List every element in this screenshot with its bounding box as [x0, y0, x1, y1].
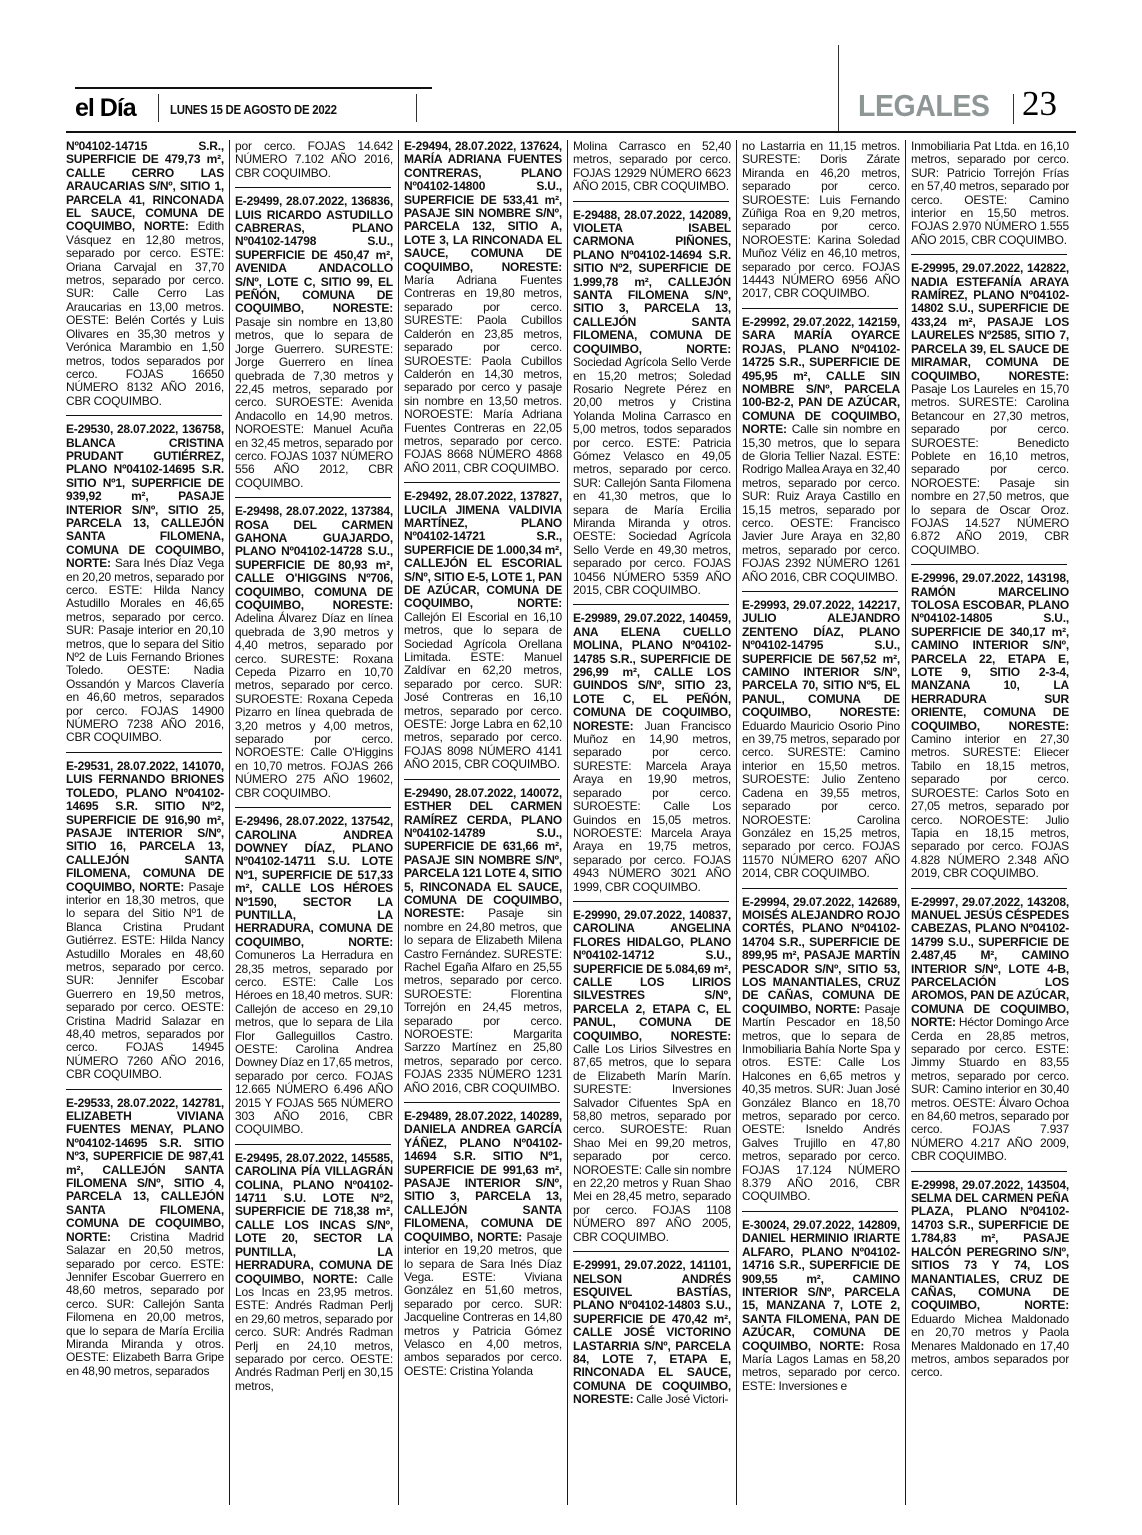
legal-notice	[573, 909, 731, 1244]
notice-divider	[404, 1102, 560, 1103]
notice-body: Molina Carrasco en 52,40 metros, separado por cerco. FOJAS 12929 NÚMERO 6623 AÑO 2015, CBR COQUIMBO.	[573, 140, 731, 194]
notice-divider	[235, 497, 391, 498]
notice-body: Inmobiliaria Pat Ltda. en 16,10 metros, separado por cerco. SUR: Patricio Torrejón Frías en 57,40 metros, separado por cerco. OESTE: Camino interior en 15,50 metros. FOJAS 2.970 NÚMERO 1.555 AÑO 2015, CBR COQUIMBO.	[911, 140, 1069, 247]
legal-notice	[66, 140, 224, 408]
header-divider-bar	[158, 94, 159, 122]
newspaper-column	[742, 140, 900, 1505]
edition-date: LUNES 15 DE AGOSTO DE 2022	[170, 102, 337, 117]
notice-divider	[66, 1089, 222, 1090]
columns	[66, 140, 1078, 1505]
notice-divider	[911, 888, 1067, 889]
notice-body: no Lastarria en 11,15 metros. SURESTE: Doris Zárate Miranda en 46,20 metros, separado por cerco. SUROESTE: Luis Fernando Zúñiga Roa en 9,20 metros, separado por cerco. NOROESTE: Karina Soledad Muñoz Véliz en 46,10 metros, separado por cerco. FOJAS 14443 NÚMERO 6956 AÑO 2017, CBR COQUIMBO.	[742, 140, 900, 301]
notice-heading: E-29489, 28.07.2022, 140289, DANIELA ANDREA GARCÍA YÁÑEZ, PLANO Nº04102-14694 S.R. SITIO Nº1, SUPERFICIE DE 991,63 m², PASAJE INTERIOR S/Nº, SITIO 3, PARCELA 13, CALLEJÓN SANTA FILOMENA, COMUNA DE COQUIMBO, NORTE:	[404, 1109, 562, 1244]
legal-notice	[404, 140, 562, 475]
notice-heading: E-29990, 29.07.2022, 140837, CAROLINA ANGELINA FLORES HIDALGO, PLANO Nº04102-14712 S.U., SUPERFICIE DE 5.084,69 m², CALLE LOS LIRIOS SILVESTRES S/Nº, PARCELA 2, ETAPA C, EL PANUL, COMUNA DE COQUIMBO, NORESTE:	[573, 907, 731, 1043]
legal-notice	[66, 423, 224, 745]
legal-notice	[66, 760, 224, 1082]
notice-body: Eduardo Michea Maldonado en 20,70 metros y Paola Menares Maldonado en 17,40 metros, ambos separados por cerco.	[911, 1311, 1069, 1380]
legal-notice	[573, 612, 731, 894]
notice-heading: E-29533, 28.07.2022, 142781, ELIZABETH VIVIANA FUENTES MENAY, PLANO Nº04102-14695 S.R. SITIO Nº3, SUPERFICIE DE 987,41 m², CALLEJÓN SANTA FILOMENA S/Nº, SITIO 4, PARCELA 13, CALLEJÓN SANTA FILOMENA, COMUNA DE COQUIMBO, NORTE:	[66, 1095, 224, 1244]
notice-heading: E-29995, 29.07.2022, 142822, NADIA ESTEFANÍA ARAYA RAMÍREZ, PLANO Nº04102-14802 S.U., SUPERFICIE DE 433,24 m², PASAJE LOS LAURELES Nº2585, SITIO 7, PARCELA 39, EL SAUCE DE MIRAMAR, COMUNA DE COQUIMBO, NORESTE:	[911, 261, 1069, 383]
notice-body: Camino interior en 27,30 metros. SURESTE: Eliecer Tabilo en 18,15 metros, separado por cerco. SUROESTE: Carlos Soto en 27,05 metros, separado por cerco. NOROESTE: Julio Tapia en 18,15 metros, separado por cerco. FOJAS 4.828 NÚMERO 2.348 AÑO 2019, CBR COQUIMBO.	[911, 732, 1069, 881]
legal-notice	[573, 209, 731, 598]
notice-body: Calle Los Lirios Silvestres en 87,65 metros, que lo separa de Elizabeth Marín Marín. SURESTE: Inversiones Salvador Cifuentes SpA en 58,80 metros, separado por cerco. SUROESTE: Ruan Shao Mei en 99,20 metros, separado por cerco. NOROESTE: Calle sin nombre en 22,20 metros y Ruan Shao Mei en 28,45 metro, separado por cerco. FOJAS 1108 NÚMERO 897 AÑO 2005, CBR COQUIMBO.	[573, 1042, 731, 1244]
notice-divider	[742, 888, 898, 889]
notice-body: Pasaje Martín Pescador en 18,50 metros, que lo separa de Inmobiliaria Bahía Norte Spa y otros. ESTE: Calle Los Halcones en 6,65 metros y 40,35 metros. SUR: Juan José González Blanco en 18,70 metros, separado por cerco. OESTE: Isneldo Andrés Galves Trujillo en 47,80 metros, separado por cerco. FOJAS 17.124 NÚMERO 8.379 AÑO 2016, CBR COQUIMBO.	[742, 1001, 900, 1204]
column-rule	[567, 140, 568, 1505]
legal-notice	[573, 140, 731, 194]
section-title: LEGALES	[858, 88, 990, 123]
notice-body: Sociedad Agrícola Sello Verde en 15,20 metros; Soledad Rosario Negrete Pérez en 20,00 metros y Cristina Yolanda Molina Carrasco en 5,00 metros, todos separados por cerco. ESTE: Patricia Gómez Velasco en 49,05 metros, separado por cerco. SUR: Callejón Santa Filomena en 41,30 metros, que lo separa de María Ercilia Miranda Miranda y otros. OESTE: Sociedad Agrícola Sello Verde en 49,30 metros, separado por cerco. FOJAS 10456 NÚMERO 5359 AÑO 2015, CBR COQUIMBO.	[573, 355, 731, 597]
legal-notice	[742, 1219, 900, 1393]
notice-divider	[911, 564, 1067, 565]
notice-body: Pasaje sin nombre en 13,80 metros, que lo separa de Jorge Guerrero. SURESTE: Jorge Guerrero en línea quebrada de 7,30 metros y 22,45 metros, separado por cerco. SUROESTE: Avenida Andacollo en 14,90 metros. NOROESTE: Manuel Acuña en 32,45 metros, separado por cerco. FOJAS 1037 NÚMERO 556 AÑO 2012, CBR COQUIMBO.	[235, 314, 393, 490]
notice-heading: E-29993, 29.07.2022, 142217, JULIO ALEJANDRO ZENTENO DÍAZ, PLANO Nº04102-14795 S.U., SUPERFICIE DE 567,52 m², CAMINO INTERIOR S/Nº, PARCELA 70, SITIO Nº5, EL PANUL, COMUNA DE COQUIMBO, NORESTE:	[742, 598, 900, 720]
notice-body: Edith Vásquez en 12,80 metros, separado por cerco. ESTE: Oriana Carvajal en 37,70 metros, separado por cerco. SUR: Calle Cerro Las Araucarias en 13,00 metros. OESTE: Belén Cortés y Luis Olivares en 35,30 metros y Verónica Marambio en 1,50 metros, todos separados por cerco. FOJAS 16650 NÚMERO 8132 AÑO 2016, CBR COQUIMBO.	[66, 219, 224, 408]
legal-notice	[404, 490, 562, 772]
notice-heading: E-29998, 29.07.2022, 143504, SELMA DEL CARMEN PEÑA PLAZA, PLANO Nº04102-14703 S.R., SUPERFICIE DE 1.784,83 m², PASAJE HALCÓN PEREGRINO S/Nº, SITIOS 73 Y 74, LOS MANANTIALES, CRUZ DE CAÑAS, COMUNA DE COQUIMBO, NORTE:	[911, 1177, 1069, 1313]
notice-body: Juan Francisco Muñoz en 14,90 metros, separado por cerco. SURESTE: Marcela Araya Araya en 19,90 metros, separado por cerco. SUROESTE: Calle Los Guindos en 15,05 metros. NOROESTE: Marcela Araya Araya en 19,75 metros, separado por cerco. FOJAS 4943 NÚMERO 3021 AÑO 1999, CBR COQUIMBO.	[573, 718, 731, 894]
page-number: 23	[1022, 84, 1057, 123]
legal-notice	[742, 316, 900, 584]
legal-notice	[742, 599, 900, 881]
newspaper-column	[235, 140, 393, 1505]
masthead-top-rule	[75, 87, 432, 89]
legal-notice	[235, 1152, 393, 1393]
notice-heading: E-29494, 28.07.2022, 137624, MARÍA ADRIANA FUENTES CONTRERAS, PLANO Nº04102-14800 S.U., SUPERFICIE DE 533,41 m², PASAJE SIN NOMBRE S/Nº, PARCELA 132, SITIO A, LOTE 3, LA RINCONADA EL SAUCE, COMUNA DE COQUIMBO, NORESTE:	[404, 140, 562, 274]
legal-notice	[911, 140, 1069, 247]
newspaper-column	[66, 140, 224, 1505]
notice-divider	[573, 604, 729, 605]
notice-divider	[404, 779, 560, 780]
header-divider-bar	[416, 94, 417, 122]
notice-body: por cerco. FOJAS 14.642 NÚMERO 7.102 AÑO 2016, CBR COQUIMBO.	[235, 140, 393, 180]
notice-divider	[573, 901, 729, 902]
notice-heading: E-29499, 28.07.2022, 136836, LUIS RICARDO ASTUDILLO CABRERAS, PLANO Nº04102-14798 S.U., SUPERFICIE DE 450,47 m², AVENIDA ANDACOLLO S/Nº, LOTE C, SITIO 99, EL PEÑÓN, COMUNA DE COQUIMBO, NORESTE:	[235, 194, 393, 316]
legal-notice	[235, 815, 393, 1137]
notice-body: Pasaje interior en 19,20 metros, que lo separa de Sara Inés Díaz Vega. ESTE: Viviana González en 51,60 metros, separado por cerco. SUR: Jacqueline Contreras en 14,80 metros y Patricia Gómez Velasco en 4,00 metros, ambos separados por cerco. OESTE: Cristina Yolanda	[404, 1229, 562, 1378]
notice-body: Héctor Domingo Arce Cerda en 28,85 metros, separado por cerco. ESTE: Jimmy Stuardo en 83,55 metros, separado por cerco. SUR: Camino interior en 30,40 metros. OESTE: Álvaro Ochoa en 84,60 metros, separado por cerco. FOJAS 7.937 NÚMERO 4.217 AÑO 2009, CBR COQUIMBO.	[911, 1015, 1069, 1164]
notice-heading: E-29498, 28.07.2022, 137384, ROSA DEL CARMEN GAHONA GUAJARDO, PLANO Nº04102-14728 S.U., SUPERFICIE DE 80,93 m², CALLE O'HIGGINS Nº706, COQUIMBO, COMUNA DE COQUIMBO, NORESTE:	[235, 504, 393, 612]
notice-body: María Adriana Fuentes Contreras en 19,80 metros, separado por cerco. SURESTE: Paola Cubillos Calderón en 23,85 metros, separado por cerco. SUROESTE: Paola Cubillos Calderón en 14,30 metros, separado por cerco y pasaje sin nombre en 13,50 metros. NOROESTE: María Adriana Fuentes Contreras en 22,05 metros, separado por cerco. FOJAS 8668 NÚMERO 4868 AÑO 2011, CBR COQUIMBO.	[404, 273, 562, 475]
legal-notice	[911, 572, 1069, 880]
notice-heading: E-29992, 29.07.2022, 142159, SARA MARÍA OYARCE ROJAS, PLANO Nº04102-14725 S.R., SUPERFICIE DE 495,95 m², CALLE SIN NOMBRE S/Nº, PARCELA 100-B2-2, PAN DE AZÚCAR, COMUNA DE COQUIMBO, NORTE:	[742, 314, 900, 437]
notice-divider	[911, 1171, 1067, 1172]
notice-body: Calle sin nombre en 15,30 metros, que lo separa de Gloria Tellier Nazal. ESTE: Rodrigo Mallea Araya en 32,40 metros, separado por cerco. SUR: Ruiz Araya Castillo en 15,15 metros, separado por cerco. OESTE: Francisco Javier Jure Araya en 32,80 metros, separado por cerco. FOJAS 2392 NÚMERO 1261 AÑO 2016, CBR COQUIMBO.	[742, 422, 900, 584]
legal-notice	[235, 140, 393, 180]
legal-notice	[404, 787, 562, 1095]
notice-divider	[404, 482, 560, 483]
legal-notice	[573, 1259, 731, 1406]
notice-body: Calle Los Incas en 23,95 metros. ESTE: Andrés Radman Perlj en 29,60 metros, separado por cerco. SUR: Andrés Radman Perlj en 24,10 metros, separado por cerco. OESTE: Andrés Radman Perlj en 30,15 metros,	[235, 1271, 393, 1393]
legal-notice	[911, 896, 1069, 1164]
notice-divider	[742, 308, 898, 309]
newspaper-column	[911, 140, 1069, 1505]
notice-divider	[573, 1251, 729, 1252]
legal-notice	[404, 1110, 562, 1378]
notice-body: Cristina Madrid Salazar en 20,50 metros, separado por cerco. ESTE: Jennifer Escobar Guerrero en 48,60 metros, separado por cerco. SUR: Callejón Santa Filomena en 20,00 metros, que lo separa de María Ercilia Miranda Miranda y otros. OESTE: Elizabeth Barra Gripe en 48,90 metros, separados	[66, 1229, 224, 1378]
section-separator-rule	[838, 45, 839, 133]
column-rule	[736, 140, 737, 1505]
notice-heading: E-29496, 28.07.2022, 137542, CAROLINA ANDREA DOWNEY DÍAZ, PLANO Nº04102-14711 S.U. LOTE Nº1, SUPERFICIE DE 517,33 m², CALLE LOS HÉROES Nº1590, SECTOR LA PUNTILLA, LA HERRADURA, COMUNA DE COQUIMBO, NORTE:	[235, 814, 393, 949]
notice-heading: E-29989, 29.07.2022, 140459, ANA ELENA CUELLO MOLINA, PLANO Nº04102-14785 S.R., SUPERFICIE DE 296,99 m², CALLE LOS GUINDOS S/Nº, SITIO 23, LOTE C, EL PEÑÓN, COMUNA DE COQUIMBO, NORESTE:	[573, 611, 731, 733]
legal-notice	[235, 505, 393, 800]
notice-body: Pasaje Los Laureles en 15,70 metros. SURESTE: Carolina Betancour en 27,30 metros, separado por cerco. SUROESTE: Benedicto Poblete en 16,10 metros, separado por cerco. NOROESTE: Pasaje sin nombre en 27,50 metros, que lo separa de Oscar Oroz. FOJAS 14.527 NÚMERO 6.872 AÑO 2019, CBR COQUIMBO.	[911, 381, 1069, 557]
legal-notice	[235, 195, 393, 490]
notice-divider	[235, 1144, 391, 1145]
notice-divider	[573, 201, 729, 202]
notice-divider	[235, 187, 391, 188]
masthead: el Día	[75, 94, 136, 122]
header-bottom-rule	[66, 131, 1076, 133]
legal-notice	[742, 140, 900, 301]
newspaper-column	[404, 140, 562, 1505]
column-rule	[398, 140, 399, 1505]
legal-notice	[66, 1097, 224, 1379]
newspaper-column	[573, 140, 731, 1505]
notice-body: Sara Inés Díaz Vega en 20,20 metros, separado por cerco. ESTE: Hilda Nancy Astudillo Morales en 46,65 metros, separado por cerco. SUR: Pasaje interior en 20,10 metros, que lo separa del Sitio Nº2 de Luis Fernando Briones Toledo. OESTE: Nadia Ossandón y Marcos Clavería en 46,60 metros, separados por cerco. FOJAS 14900 NÚMERO 7238 AÑO 2016, CBR COQUIMBO.	[66, 556, 224, 745]
notice-divider	[742, 591, 898, 592]
notice-divider	[742, 1211, 898, 1212]
notice-heading: E-29530, 28.07.2022, 136758, BLANCA CRISTINA PRUDANT GUTIÉRREZ, PLANO Nº04102-14695 S.R. SITIO Nº1, SUPERFICIE DE 939,92 m², PASAJE INTERIOR S/Nº, SITIO 25, PARCELA 13, CALLEJÓN SANTA FILOMENA, COMUNA DE COQUIMBO, NORTE:	[66, 422, 224, 571]
notice-body: Calle José Victori-	[636, 1392, 729, 1407]
notice-divider	[911, 254, 1067, 255]
column-rule	[905, 140, 906, 1505]
notice-body: Eduardo Mauricio Osorio Pino en 39,75 metros, separado por cerco. SURESTE: Camino interior en 15,50 metros. SUROESTE: Julio Zenteno Cadena en 39,55 metros, separado por cerco. NOROESTE: Carolina González en 15,25 metros, separado por cerco. FOJAS 11570 NÚMERO 6207 AÑO 2014, CBR COQUIMBO.	[742, 718, 900, 881]
notice-body: Pasaje interior en 18,30 metros, que lo separa del Sitio Nº1 de Blanca Cristina Prudant Gutiérrez. ESTE: Hilda Nancy Astudillo Morales en 48,60 metros, separado por cerco. SUR: Jennifer Escobar Guerrero en 19,50 metros, separado por cerco. OESTE: Cristina Madrid Salazar en 48,40 metros, separados por cerco. FOJAS 14945 NÚMERO 7260 AÑO 2016, CBR COQUIMBO.	[66, 879, 224, 1082]
legal-notice	[911, 1179, 1069, 1380]
legal-notice	[742, 896, 900, 1204]
notice-heading: E-29996, 29.07.2022, 143198, RAMÓN MARCELINO TOLOSA ESCOBAR, PLANO Nº04102-14805 S.U., SUPERFICIE DE 340,17 m², CAMINO INTERIOR S/Nº, PARCELA 22, ETAPA E, LOTE 9, SITIO 2-3-4, MANZANA 10, LA HERRADURA SUR ORIENTE, COMUNA DE COQUIMBO, NORESTE:	[911, 571, 1069, 733]
notice-heading: E-29997, 29.07.2022, 143208, MANUEL JESÚS CÉSPEDES CABEZAS, PLANO Nº04102-14799 S.U., SUPERFICIE DE 2.487,45 M², CAMINO INTERIOR S/Nº, LOTE 4-B, PARCELACIÓN LOS AROMOS, PAN DE AZÚCAR, COMUNA DE COQUIMBO, NORTE:	[911, 894, 1069, 1030]
notice-heading: E-29495, 28.07.2022, 145585, CAROLINA PÍA VILLAGRÁN COLINA, PLANO Nº04102-14711 S.U. LOTE Nº2, SUPERFICIE DE 718,38 m², CALLE LOS INCAS S/Nº, LOTE 20, SECTOR LA PUNTILLA, LA HERRADURA, COMUNA DE COQUIMBO, NORTE:	[235, 1150, 393, 1286]
notice-heading: E-30024, 29.07.2022, 142809, DANIEL HERMINIO IRIARTE ALFARO, PLANO Nº04102-14716 S.R., SUPERFICIE DE 909,55 m², CAMINO INTERIOR S/Nº, PARCELA 15, MANZANA 7, LOTE 2, SANTA FILOMENA, PAN DE AZÚCAR, COMUNA DE COQUIMBO, NORTE:	[742, 1217, 900, 1353]
notice-heading: E-29531, 28.07.2022, 141070, LUIS FERNANDO BRIONES TOLEDO, PLANO Nº04102-14695 S.R. SITIO Nº2, SUPERFICIE DE 916,90 m², PASAJE INTERIOR S/Nº, SITIO 16, PARCELA 13, CALLEJÓN SANTA FILOMENA, COMUNA DE COQUIMBO, NORTE:	[66, 758, 224, 894]
notice-body: Pasaje sin nombre en 24,80 metros, que lo separa de Elizabeth Milena Castro Fernández. SURESTE: Rachel Egaña Alfaro en 25,55 metros, separado por cerco. SUROESTE: Florentina Torrejón en 24,45 metros, separado por cerco. NOROESTE: Margarita Sarzzo Martínez en 25,80 metros, separado por cerco. FOJAS 2335 NÚMERO 1231 AÑO 2016, CBR COQUIMBO.	[404, 906, 562, 1095]
notice-body: Callejón El Escorial en 16,10 metros, que lo separa de Sociedad Agrícola Orellana Limitada. ESTE: Manuel Zaldívar en 62,20 metros, separado por cerco. SUR: José Contreras en 16,10 metros, separado por cerco. OESTE: Jorge Labra en 62,10 metros, separado por cerco. FOJAS 8098 NÚMERO 4141 AÑO 2015, CBR COQUIMBO.	[404, 609, 562, 772]
notice-heading: E-29991, 29.07.2022, 141101, NELSON ANDRÉS ESQUIVEL BASTÍAS, PLANO Nº04102-14803 S.U., SUPERFICIE DE 470,42 m², CALLE JOSÉ VICTORINO LASTARRIA S/Nº, PARCELA 84, LOTE 7, ETAPA E, RINCONADA EL SAUCE, COMUNA DE COQUIMBO, NORESTE:	[573, 1258, 731, 1407]
notice-heading: E-29490, 28.07.2022, 140072, ESTHER DEL CARMEN RAMÍREZ CERDA, PLANO Nº04102-14789 S.U., SUPERFICIE DE 631,66 m², PASAJE SIN NOMBRE S/Nº, PARCELA 121 LOTE 4, SITIO 5, RINCONADA EL SAUCE, COMUNA DE COQUIMBO, NORESTE:	[404, 785, 562, 921]
column-rule	[229, 140, 230, 1505]
notice-body: Comuneros La Herradura en 28,35 metros, separado por cerco. ESTE: Calle Los Héroes en 18,40 metros. SUR: Callejón de acceso en 29,10 metros, que lo separa de Lila Flor Galleguillos Castro. OESTE: Carolina Andrea Downey Díaz en 17,65 metros, separado por cerco. FOJAS 12.665 NÚMERO 6.496 AÑO 2015 Y FOJAS 565 NÚMERO 303 AÑO 2016, CBR COQUIMBO.	[235, 948, 393, 1137]
notice-body: Rosa María Lagos Lamas en 58,20 metros, separado por cerco. ESTE: Inversiones e	[742, 1338, 900, 1393]
notice-divider	[235, 807, 391, 808]
notice-heading: E-29994, 29.07.2022, 142689, MOISÉS ALEJANDRO ROJO CORTÉS, PLANO Nº04102-14704 S.R., SUPERFICIE DE 899,95 m², PASAJE MARTÍN PESCADOR S/Nº, SITIO 53, LOS MANANTIALES, CRUZ DE CAÑAS, COMUNA DE COQUIMBO, NORTE:	[742, 894, 900, 1016]
legal-notice	[911, 262, 1069, 557]
notice-heading: E-29488, 28.07.2022, 142089, VIOLETA ISABEL CARMONA PIÑONES, PLANO Nº04102-14694 S.R. SITIO Nº2, SUPERFICIE DE 1.999,78 m², CALLEJÓN SANTA FILOMENA S/Nº, SITIO 3, PARCELA 13, CALLEJÓN SANTA FILOMENA, COMUNA DE COQUIMBO, NORTE:	[573, 207, 731, 356]
notice-divider	[66, 752, 222, 753]
notice-heading: Nº04102-14715 S.R., SUPERFICIE DE 479,73 m², CALLE CERRO LAS ARAUCARIAS S/Nº, SITIO 1, PARCELA 41, RINCONADA EL SAUCE, COMUNA DE COQUIMBO, NORTE:	[66, 140, 224, 234]
page-number-bar	[1013, 94, 1014, 124]
notice-body: Adelina Álvarez Díaz en línea quebrada de 3,90 metros y 4,40 metros, separado por cerco. SURESTE: Roxana Cepeda Pizarro en 10,70 metros, separado por cerco. SUROESTE: Roxana Cepeda Pizarro en línea quebrada de 3,20 metros y 4,00 metros, separado por cerco. NOROESTE: Calle O'Higgins en 10,70 metros. FOJAS 266 NÚMERO 275 AÑO 19602, CBR COQUIMBO.	[235, 611, 393, 800]
notice-heading: E-29492, 28.07.2022, 137827, LUCILA JIMENA VALDIVIA MARTÍNEZ, PLANO Nº04102-14721 S.R., SUPERFICIE DE 1.000,34 m², CALLEJÓN EL ESCORIAL S/Nº, SITIO E-5, LOTE 1, PAN DE AZÚCAR, COMUNA DE COQUIMBO, NORTE:	[404, 489, 562, 611]
notice-divider	[66, 415, 222, 416]
